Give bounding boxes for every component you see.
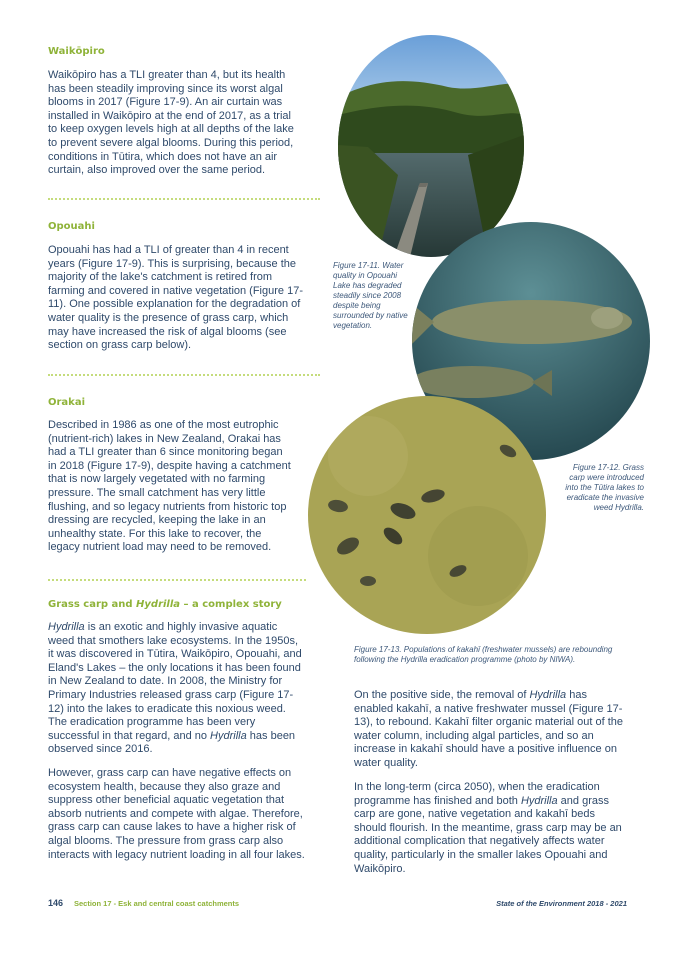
heading-waikopiro: Waikōpiro	[48, 46, 105, 57]
caption-fig-17-11: Figure 17-11. Water quality in Opouahi Lake has degraded steadily since 2008 despite being surrounded by native vegetation.	[333, 261, 408, 330]
page-number: 146	[48, 898, 64, 908]
heading-opouahi: Opouahi	[48, 221, 95, 232]
paragraph-grass-carp-3: On the positive side, the removal of Hydrilla has enabled kakahī, a native freshwater mussel (Figure 17-13), to rebound. Kakahī filter organic material out of the water column, including algal particles, and so an increase in kakahī should have a positive influence on water quality.	[354, 689, 624, 769]
photo-kakahi-mussels	[308, 396, 546, 634]
paragraph-opouahi: Opouahi has had a TLI of greater than 4 in recent years (Figure 17-9). This is surprising, because the majority of the lake's catchment is retired from farming and covered in native vegetation (Figure 17-11). One possible explanation for the degradation of water quality is the presence of grass carp, which may have increased the risk of algal blooms (see section on grass carp below).	[48, 244, 303, 352]
paragraph-grass-carp-4: In the long-term (circa 2050), when the eradication programme has finished and both Hydrilla and grass carp are gone, native vegetation and kakahī beds should flourish. In the meantime, grass carp may be an additional complication that negatively affects water quality, particularly in the smaller lakes Opouahi and Waikōpiro.	[354, 781, 622, 875]
footer-section: Section 17 - Esk and central coast catchments	[74, 899, 240, 908]
heading-grass-carp: Grass carp and Hydrilla – a complex story	[48, 599, 282, 610]
caption-fig-17-13: Figure 17-13. Populations of kakahī (freshwater mussels) are rebounding following the Hydrilla eradication programme (photo by NIWA).	[354, 645, 613, 664]
paragraph-waikopiro: Waikōpiro has a TLI greater than 4, but its health has been steadily improving since its worst algal blooms in 2017 (Figure 17-9). An air curtain was installed in Waikōpiro at the end of 2017, as a trial to keep oxygen levels high at all depths of the lake to prevent severe algal blooms. During this period, conditions in Tūtira, which does not have an air curtain, also improved over the same period.	[48, 69, 294, 177]
section-divider	[48, 579, 306, 581]
caption-fig-17-12: Figure 17-12. Grass carp were introduced into the Tūtira lakes to eradicate the invasive weed Hydrilla.	[565, 463, 644, 512]
footer-report-title: State of the Environment 2018 - 2021	[496, 899, 627, 908]
paragraph-grass-carp-1: Hydrilla is an exotic and highly invasive aquatic weed that smothers lake ecosystems. In the 1950s, it was discovered in Tūtira, Waikōpiro, Opouahi, and Eland's Lakes – the only locations it has been found in New Zealand to date. In 2008, the Ministry for Primary Industries released grass carp (Figure 17-12) into the lakes to eradicate this noxious weed. The eradication programme has been very successful in that regard, and no Hydrilla has been observed since 2016.	[48, 621, 302, 756]
section-divider	[48, 374, 320, 376]
paragraph-grass-carp-2: However, grass carp can have negative effects on ecosystem health, because they also graze and suppress other beneficial aquatic vegetation that absorb nutrients and compete with algae. Therefore, grass carp can cause lakes to have a higher risk of algal blooms. The pressure from grass carp also interacts with legacy nutrient loading in all four lakes.	[48, 767, 305, 861]
paragraph-orakai: Described in 1986 as one of the most eutrophic (nutrient-rich) lakes in New Zealand, Orakai has had a TLI greater than 6 since monitoring began in 2018 (Figure 17-9), despite having a catchment that is now largely vegetated with no farming pressure. The small catchment has very little flushing, and so legacy nutrients from historic top dressing are recycled, keeping the lake in an unhealthy state. For this lake to recover, the legacy nutrient load may need to be removed.	[48, 419, 291, 554]
photo-opouahi-lake	[338, 35, 524, 257]
section-divider	[48, 198, 320, 200]
heading-orakai: Orakai	[48, 397, 86, 408]
